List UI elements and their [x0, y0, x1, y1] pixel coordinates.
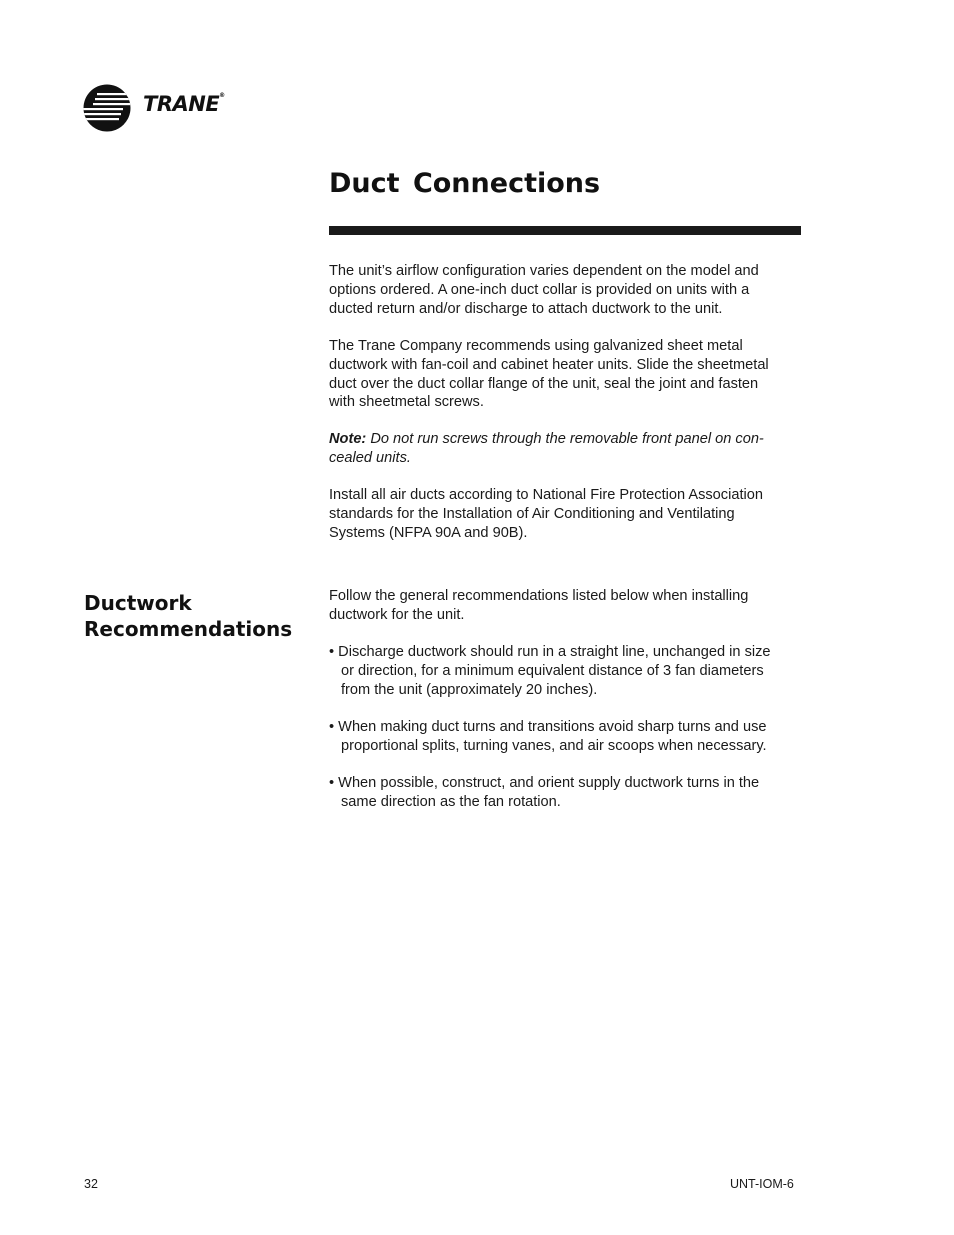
trane-wordmark: TRANE®: [143, 92, 225, 116]
page-title: Duct Connections: [329, 168, 601, 199]
para-nfpa: Install all air ducts according to National Fire Protection Association standards for the Installation of Air Conditioning and Ventilating Systems (NFPA 90A and 90B).: [329, 487, 763, 541]
note-label: Note:: [329, 431, 367, 447]
document-code: UNT-IOM-6: [730, 1177, 794, 1191]
page-number: 32: [84, 1177, 98, 1191]
title-rule: [329, 226, 801, 235]
note-screws: Note: Do not run screws through the removable front panel on con- cealed units.: [329, 431, 764, 466]
bullet-fan-rotation: • When possible, construct, and orient supply ductwork turns in the same direction as the fan rotation.: [329, 775, 760, 810]
ductwork-recommendations-heading: Ductwork Recommendations: [84, 591, 293, 641]
bullet-duct-turns: • When making duct turns and transitions avoid sharp turns and use proportional splits, turning vanes, and air scoops when necessary.: [329, 719, 767, 754]
para-intro: Follow the general recommendations listed below when installing ductwork for the unit.: [329, 588, 749, 623]
bullet-straight-line: • Discharge ductwork should run in a straight line, unchanged in size or direction, for a minimum equivalent distance of 3 fan diameters from the unit (approximately 20 inches).: [329, 644, 771, 698]
para-galvanized: The Trane Company recommends using galvanized sheet metal ductwork with fan-coil and cabinet heater units. Slide the sheetmetal duct over the duct collar flange of the unit, seal the joint and fasten with sheetmetal screws.: [329, 338, 769, 411]
trane-logo-icon: [83, 84, 131, 132]
para-airflow: The unit’s airflow configuration varies dependent on the model and options ordered. A one-inch duct collar is provided on units with a ducted return and/or discharge to attach ductwork to the unit.: [329, 263, 759, 317]
